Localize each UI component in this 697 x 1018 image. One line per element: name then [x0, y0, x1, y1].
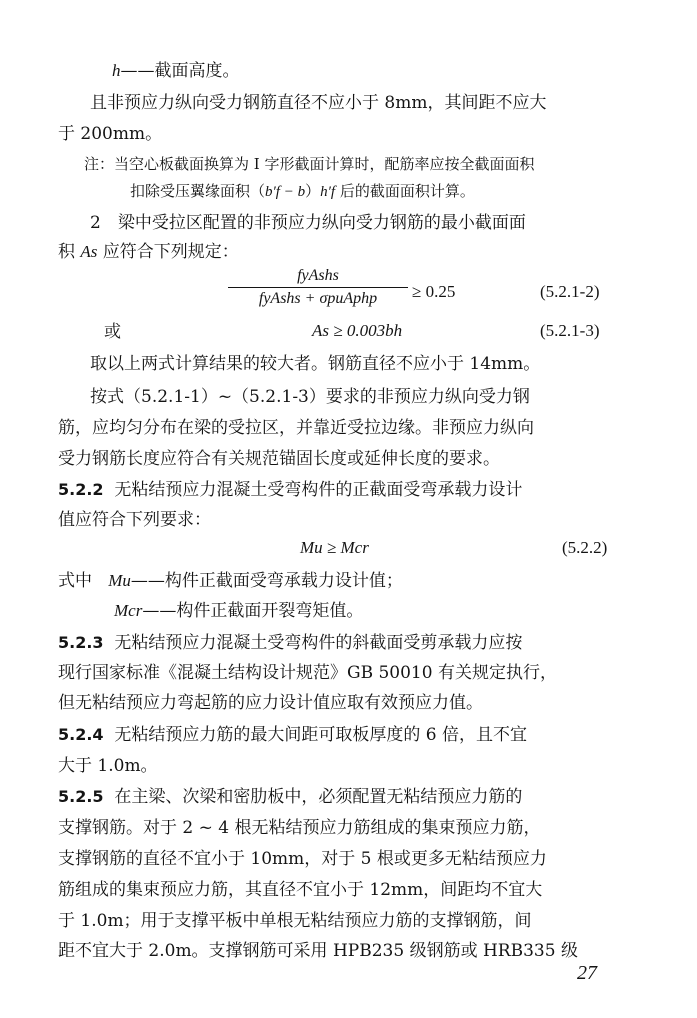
section-number: 5.2.2: [58, 480, 104, 499]
paragraph-line: 筋组成的集束预应力筋，其直径不宜小于 12mm，间距均不宜大: [58, 880, 543, 900]
paragraph-line: 于 1.0m；用于支撑平板中单根无粘结预应力筋的支撑钢筋，间: [58, 911, 532, 931]
note-line: 注：当空心板截面换算为 I 字形截面计算时，配筋率应按全截面面积: [84, 155, 535, 173]
section-5-2-4: 5.2.4 无粘结预应力筋的最大间距可取板厚度的 6 倍，且不宜: [58, 725, 527, 745]
equation-number: (5.2.2): [562, 538, 608, 557]
paragraph-line: 值应符合下列要求：: [58, 510, 211, 530]
note-line: 扣除受压翼缘面积（b′f − b）h′f 后的截面面积计算。: [130, 182, 475, 200]
paragraph-line: 2 梁中受拉区配置的非预应力纵向受力钢筋的最小截面面: [90, 213, 526, 233]
equation: As ≥ 0.003bh: [312, 321, 403, 340]
fraction-bar: [228, 287, 408, 288]
section-number: 5.2.3: [58, 633, 104, 652]
equation-number: (5.2.1-3): [540, 321, 600, 340]
definition-mu: 式中 Mu——构件正截面受弯承载力设计值；: [58, 571, 403, 591]
section-5-2-2: 5.2.2 无粘结预应力混凝土受弯构件的正截面受弯承载力设计: [58, 480, 523, 500]
definition-mcr: Mcr——构件正截面开裂弯矩值。: [114, 601, 364, 621]
definition-h: h——截面高度。: [112, 61, 240, 81]
fraction-numerator: fyAshs: [297, 267, 339, 284]
section-5-2-3: 5.2.3 无粘结预应力混凝土受弯构件的斜截面受剪承载力应按: [58, 633, 523, 653]
paragraph-line: 现行国家标准《混凝土结构设计规范》GB 50010 有关规定执行，: [58, 663, 557, 683]
paragraph-line: 积 As 应符合下列规定：: [58, 242, 239, 262]
section-number: 5.2.4: [58, 725, 104, 744]
equation: Mu ≥ Mcr: [300, 538, 369, 557]
paragraph-line: 受力钢筋长度应符合有关规范锚固长度或延伸长度的要求。: [58, 449, 500, 469]
section-number: 5.2.5: [58, 787, 104, 806]
equation-number: (5.2.1-2): [540, 282, 600, 301]
fraction-denominator: fyAshs + σpuAphp: [258, 290, 378, 307]
symbol-h: h: [112, 61, 121, 80]
paragraph-line: 大于 1.0m。: [58, 756, 158, 776]
paragraph-line: 于 200mm。: [58, 124, 163, 144]
paragraph-line: 但无粘结预应力弯起筋的应力设计值应取有效预应力值。: [58, 693, 483, 713]
or-label: 或: [104, 322, 121, 342]
paragraph-line: 且非预应力纵向受力钢筋直径不应小于 8mm，其间距不应大: [90, 93, 547, 113]
section-5-2-5: 5.2.5 在主梁、次梁和密肋板中，必须配置无粘结预应力筋的: [58, 787, 523, 807]
equation-relation: ≥ 0.25: [412, 282, 456, 301]
paragraph-line: 按式（5.2.1-1）~（5.2.1-3）要求的非预应力纵向受力钢: [90, 387, 530, 407]
paragraph-line: 距不宜大于 2.0m。支撑钢筋可采用 HPB235 级钢筋或 HRB335 级: [58, 941, 578, 961]
paragraph-line: 支撑钢筋的直径不宜小于 10mm，对于 5 根或更多无粘结预应力: [58, 849, 547, 869]
paragraph-line: 取以上两式计算结果的较大者。钢筋直径不应小于 14mm。: [90, 354, 541, 374]
paragraph-line: 筋，应均匀分布在梁的受拉区，并靠近受拉边缘。非预应力纵向: [58, 418, 534, 438]
page-number: 27: [577, 962, 597, 984]
paragraph-line: 支撑钢筋。对于 2 ~ 4 根无粘结预应力筋组成的集束预应力筋，: [58, 818, 541, 838]
equation-fraction: [228, 266, 408, 309]
